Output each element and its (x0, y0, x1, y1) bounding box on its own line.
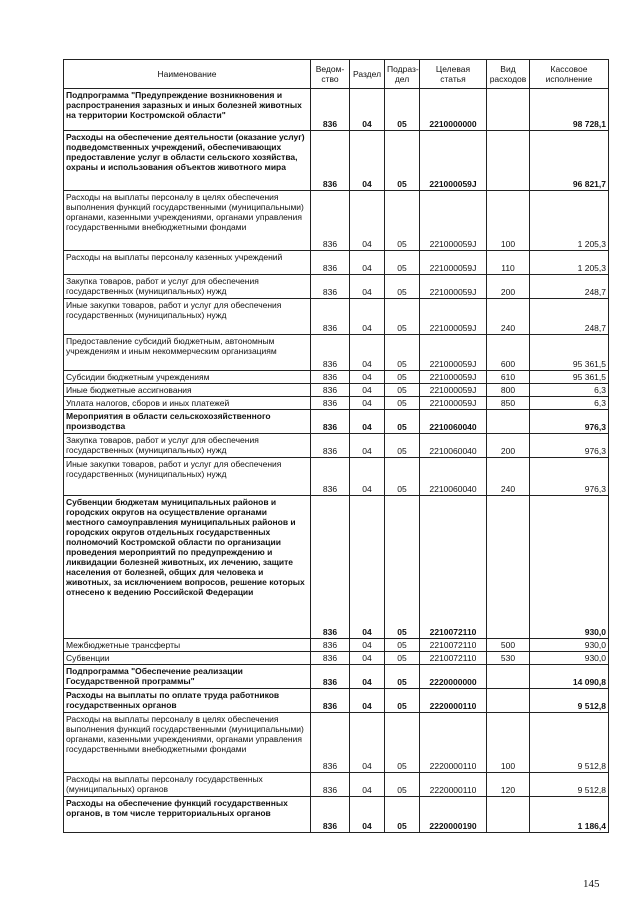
row-podrazdel-cell: 05 (385, 384, 420, 397)
row-razdel-cell: 04 (350, 773, 385, 797)
row-podrazdel-cell: 05 (385, 797, 420, 833)
row-kassa-cell: 976,3 (530, 410, 609, 434)
row-name-cell: Расходы на выплаты персоналу казенных учреждений (64, 251, 311, 275)
row-celevaya-cell: 221000059J (420, 251, 487, 275)
row-celevaya-cell: 221000059J (420, 191, 487, 251)
budget-execution-table (63, 59, 609, 833)
row-podrazdel-cell: 05 (385, 689, 420, 713)
table-row (64, 299, 609, 335)
row-kassa-cell: 248,7 (530, 299, 609, 335)
row-name-cell: Закупка товаров, работ и услуг для обеспечения государственных (муниципальных) нужд (64, 434, 311, 458)
row-podrazdel-cell: 05 (385, 131, 420, 191)
row-vedomstvo-cell: 836 (311, 458, 350, 496)
row-celevaya-cell: 2220000000 (420, 665, 487, 689)
table-row (64, 496, 609, 639)
row-celevaya-cell: 221000059J (420, 335, 487, 371)
row-razdel-cell: 04 (350, 639, 385, 652)
row-celevaya-cell: 2210060040 (420, 458, 487, 496)
row-vedomstvo-cell: 836 (311, 335, 350, 371)
row-kassa-cell: 14 090,8 (530, 665, 609, 689)
row-podrazdel-cell: 05 (385, 665, 420, 689)
row-kassa-cell: 976,3 (530, 434, 609, 458)
row-kassa-cell: 9 512,8 (530, 689, 609, 713)
row-celevaya-cell: 2210060040 (420, 434, 487, 458)
row-vedomstvo-cell: 836 (311, 371, 350, 384)
row-razdel-cell: 04 (350, 275, 385, 299)
row-kassa-cell: 976,3 (530, 458, 609, 496)
row-razdel-cell: 04 (350, 434, 385, 458)
row-vid-cell: 100 (487, 713, 530, 773)
row-razdel-cell: 04 (350, 191, 385, 251)
row-vedomstvo-cell: 836 (311, 275, 350, 299)
row-vedomstvo-cell: 836 (311, 410, 350, 434)
table-row (64, 89, 609, 131)
row-name-cell: Закупка товаров, работ и услуг для обеспечения государственных (муниципальных) нужд (64, 275, 311, 299)
row-vedomstvo-cell: 836 (311, 397, 350, 410)
row-name-cell: Подпрограмма "Предупреждение возникновения и распространения заразных и иных болезней животных на территории Костромской области" (64, 89, 311, 131)
row-name-cell: Иные бюджетные ассигнования (64, 384, 311, 397)
row-vid-cell: 240 (487, 458, 530, 496)
row-vid-cell: 100 (487, 191, 530, 251)
table-row (64, 397, 609, 410)
row-razdel-cell: 04 (350, 371, 385, 384)
row-podrazdel-cell: 05 (385, 191, 420, 251)
row-kassa-cell: 930,0 (530, 496, 609, 639)
table-row (64, 458, 609, 496)
table-row (64, 652, 609, 665)
row-razdel-cell: 04 (350, 410, 385, 434)
row-celevaya-cell: 221000059J (420, 131, 487, 191)
row-vedomstvo-cell: 836 (311, 299, 350, 335)
row-podrazdel-cell: 05 (385, 251, 420, 275)
row-celevaya-cell: 2220000110 (420, 713, 487, 773)
row-vid-cell: 200 (487, 434, 530, 458)
row-razdel-cell: 04 (350, 335, 385, 371)
row-podrazdel-cell: 05 (385, 458, 420, 496)
row-razdel-cell: 04 (350, 665, 385, 689)
table-row (64, 665, 609, 689)
row-celevaya-cell: 2210060040 (420, 410, 487, 434)
row-name-cell: Мероприятия в области сельскохозяйственного производства (64, 410, 311, 434)
row-podrazdel-cell: 05 (385, 652, 420, 665)
row-name-cell: Расходы на выплаты персоналу в целях обеспечения выполнения функций государственными (муниципальными) органами, казенными учреждениями, органами управления государственными внебюджетными фондами (64, 713, 311, 773)
row-podrazdel-cell: 05 (385, 713, 420, 773)
row-vedomstvo-cell: 836 (311, 713, 350, 773)
row-name-cell: Предоставление субсидий бюджетным, автономным учреждениям и иным некоммерческим организациям (64, 335, 311, 371)
row-vedomstvo-cell: 836 (311, 689, 350, 713)
row-kassa-cell: 9 512,8 (530, 773, 609, 797)
row-name-cell: Субвенции бюджетам муниципальных районов и городских округов на осуществление органами местного самоуправления муниципальных районов и городских округов отдельных государственных полномочий Костромской области по организации проведения мероприятий по предупреждению и ликвидации болезней животных, их лечению, защите населения от болезней, общих для человека и животных, за исключением вопросов, решение которых отнесено к ведению Российской Федерации (64, 496, 311, 639)
row-vid-cell: 610 (487, 371, 530, 384)
row-vid-cell (487, 89, 530, 131)
row-celevaya-cell: 2210072110 (420, 652, 487, 665)
row-name-cell: Расходы на выплаты по оплате труда работников государственных органов (64, 689, 311, 713)
row-name-cell: Иные закупки товаров, работ и услуг для обеспечения государственных (муниципальных) нужд (64, 299, 311, 335)
row-podrazdel-cell: 05 (385, 89, 420, 131)
row-name-cell: Уплата налогов, сборов и иных платежей (64, 397, 311, 410)
row-podrazdel-cell: 05 (385, 773, 420, 797)
row-razdel-cell: 04 (350, 131, 385, 191)
row-podrazdel-cell: 05 (385, 299, 420, 335)
row-celevaya-cell: 221000059J (420, 371, 487, 384)
row-razdel-cell: 04 (350, 397, 385, 410)
row-celevaya-cell: 2210072110 (420, 496, 487, 639)
row-celevaya-cell: 221000059J (420, 275, 487, 299)
row-razdel-cell: 04 (350, 251, 385, 275)
row-podrazdel-cell: 05 (385, 410, 420, 434)
row-vedomstvo-cell: 836 (311, 191, 350, 251)
row-razdel-cell: 04 (350, 797, 385, 833)
row-kassa-cell: 248,7 (530, 275, 609, 299)
row-vedomstvo-cell: 836 (311, 131, 350, 191)
row-vedomstvo-cell: 836 (311, 639, 350, 652)
row-podrazdel-cell: 05 (385, 434, 420, 458)
row-vedomstvo-cell: 836 (311, 496, 350, 639)
table-header-row (64, 60, 609, 89)
row-vid-cell (487, 665, 530, 689)
row-name-cell: Расходы на обеспечение функций государственных органов, в том числе территориальных органов (64, 797, 311, 833)
table-row (64, 689, 609, 713)
row-kassa-cell: 1 205,3 (530, 191, 609, 251)
page-number: 145 (583, 878, 600, 890)
row-kassa-cell: 930,0 (530, 639, 609, 652)
row-vid-cell: 850 (487, 397, 530, 410)
row-celevaya-cell: 221000059J (420, 397, 487, 410)
table-row (64, 773, 609, 797)
row-podrazdel-cell: 05 (385, 335, 420, 371)
table-row (64, 131, 609, 191)
row-name-cell: Расходы на выплаты персоналу в целях обеспечения выполнения функций государственными (муниципальными) органами, казенными учреждениями, органами управления государственными внебюджетными фондами (64, 191, 311, 251)
header-kassovoe-ispolnenie: Кассовое исполнение (530, 60, 609, 89)
row-name-cell: Межбюджетные трансферты (64, 639, 311, 652)
row-celevaya-cell: 2220000110 (420, 773, 487, 797)
row-name-cell: Субсидии бюджетным учреждениям (64, 371, 311, 384)
row-razdel-cell: 04 (350, 689, 385, 713)
row-vid-cell: 240 (487, 299, 530, 335)
row-podrazdel-cell: 05 (385, 275, 420, 299)
row-name-cell: Подпрограмма "Обеспечение реализации Государственной программы" (64, 665, 311, 689)
row-name-cell: Расходы на обеспечение деятельности (оказание услуг) подведомственных учреждений, обеспечивающих предоставление услуг в области сельского хозяйства, охраны и использования объектов животного мира (64, 131, 311, 191)
row-vedomstvo-cell: 836 (311, 773, 350, 797)
row-razdel-cell: 04 (350, 713, 385, 773)
row-vedomstvo-cell: 836 (311, 384, 350, 397)
row-vid-cell (487, 131, 530, 191)
row-vedomstvo-cell: 836 (311, 797, 350, 833)
row-celevaya-cell: 2220000190 (420, 797, 487, 833)
row-razdel-cell: 04 (350, 384, 385, 397)
header-celevaya-statya: Целевая статья (420, 60, 487, 89)
row-vid-cell (487, 410, 530, 434)
header-vid-rashodov: Вид расходов (487, 60, 530, 89)
table-row (64, 335, 609, 371)
row-kassa-cell: 6,3 (530, 384, 609, 397)
row-kassa-cell: 96 821,7 (530, 131, 609, 191)
row-kassa-cell: 98 728,1 (530, 89, 609, 131)
row-vid-cell: 800 (487, 384, 530, 397)
row-kassa-cell: 9 512,8 (530, 713, 609, 773)
table-row (64, 639, 609, 652)
row-razdel-cell: 04 (350, 458, 385, 496)
row-kassa-cell: 6,3 (530, 397, 609, 410)
row-celevaya-cell: 221000059J (420, 299, 487, 335)
row-vedomstvo-cell: 836 (311, 434, 350, 458)
row-vid-cell (487, 689, 530, 713)
row-celevaya-cell: 2210072110 (420, 639, 487, 652)
row-kassa-cell: 1 186,4 (530, 797, 609, 833)
row-kassa-cell: 95 361,5 (530, 371, 609, 384)
row-celevaya-cell: 2210000000 (420, 89, 487, 131)
row-razdel-cell: 04 (350, 652, 385, 665)
row-kassa-cell: 1 205,3 (530, 251, 609, 275)
row-vid-cell (487, 496, 530, 639)
header-podrazdel: Подраз-дел (385, 60, 420, 89)
row-name-cell: Субвенции (64, 652, 311, 665)
row-razdel-cell: 04 (350, 299, 385, 335)
row-vid-cell: 200 (487, 275, 530, 299)
table-row (64, 384, 609, 397)
table-row (64, 275, 609, 299)
header-razdel: Раздел (350, 60, 385, 89)
row-vedomstvo-cell: 836 (311, 652, 350, 665)
table-row (64, 410, 609, 434)
row-vid-cell: 500 (487, 639, 530, 652)
row-vid-cell: 110 (487, 251, 530, 275)
row-vid-cell: 600 (487, 335, 530, 371)
table-row (64, 251, 609, 275)
row-vedomstvo-cell: 836 (311, 89, 350, 131)
row-kassa-cell: 95 361,5 (530, 335, 609, 371)
row-razdel-cell: 04 (350, 496, 385, 639)
row-razdel-cell: 04 (350, 89, 385, 131)
row-vid-cell: 530 (487, 652, 530, 665)
table-row (64, 371, 609, 384)
row-podrazdel-cell: 05 (385, 639, 420, 652)
row-celevaya-cell: 221000059J (420, 384, 487, 397)
row-name-cell: Расходы на выплаты персоналу государственных (муниципальных) органов (64, 773, 311, 797)
row-vid-cell (487, 797, 530, 833)
table-row (64, 713, 609, 773)
row-podrazdel-cell: 05 (385, 371, 420, 384)
row-vedomstvo-cell: 836 (311, 251, 350, 275)
row-vedomstvo-cell: 836 (311, 665, 350, 689)
header-vedomstvo: Ведом-ство (311, 60, 350, 89)
row-podrazdel-cell: 05 (385, 397, 420, 410)
row-name-cell: Иные закупки товаров, работ и услуг для обеспечения государственных (муниципальных) нужд (64, 458, 311, 496)
table-row (64, 191, 609, 251)
table-row (64, 797, 609, 833)
row-podrazdel-cell: 05 (385, 496, 420, 639)
table-row (64, 434, 609, 458)
row-celevaya-cell: 2220000110 (420, 689, 487, 713)
header-name: Наименование (64, 60, 311, 89)
row-vid-cell: 120 (487, 773, 530, 797)
row-kassa-cell: 930,0 (530, 652, 609, 665)
